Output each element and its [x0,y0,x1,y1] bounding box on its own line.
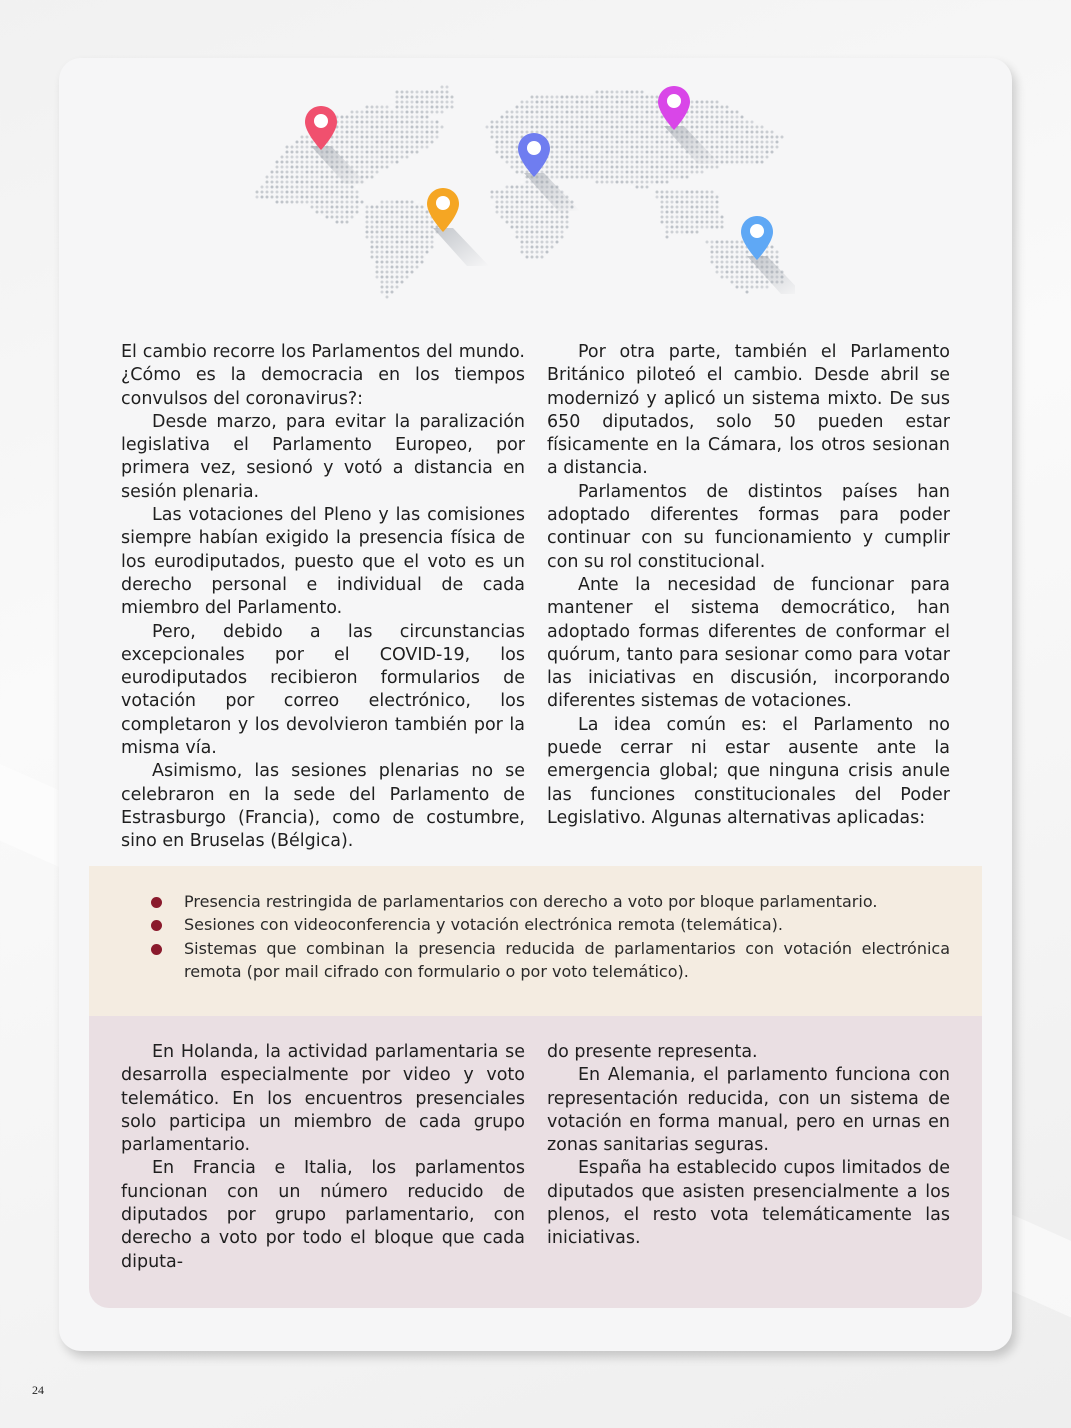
paragraph: En Holanda, la actividad parlamentaria se desarrolla especialmente por video y voto telemático. En los encuentros presenciales solo participa un miembro de cada grupo parlamentario. [121,1042,525,1156]
page-number: 24 [32,1383,44,1397]
countries-column-left [121,1041,525,1274]
bullet-icon [151,897,162,908]
paragraph: Asimismo, las sesiones plenarias no se celebraron en la sede del Parlamento de Estrasburgo (Francia), como de costumbre, sino en Bruselas (Bélgica). [121,761,525,852]
list-item-text: Sesiones con videoconferencia y votación electrónica remota (telemática). [184,915,783,935]
list-item-text: Presencia restringida de parlamentarios con derecho a voto por bloque parlamentario. [184,892,878,911]
alternatives-box [89,866,982,1016]
intro-column-left [121,341,525,854]
paragraph: El cambio recorre los Parlamentos del mundo. ¿Cómo es la democracia en los tiempos convulsos del coronavirus?: [121,342,525,409]
paragraph: Por otra parte, también el Parlamento Británico piloteó el cambio. Desde abril se modernizó y aplicó un sistema mixto. De sus 650 diputados, solo 50 pueden estar físicamente en la Cámara, los otros sesionan a distancia. [547,342,950,479]
paragraph: En Francia e Italia, los parlamentos funcionan con un número reducido de diputados por grupo parlamentario, con derecho a voto por todo el bloque que cada diputa- [121,1158,525,1272]
countries-column-right [547,1041,950,1251]
list-item-text: Sistemas que combinan la presencia reducida de parlamentarios con votación electrónica remota (por mail cifrado con formulario o por voto telemático). [184,938,950,981]
list-item [184,913,950,936]
paragraph: En Alemania, el parlamento funciona con representación reducida, con un sistema de votación en forma manual, pero en urnas en zonas sanitarias seguras. [547,1065,950,1156]
bullet-icon [151,920,162,931]
intro-column-right [547,341,950,830]
paragraph: do presente representa. [547,1042,758,1062]
alternatives-list [184,890,950,983]
world-map-icon [245,78,795,310]
paragraph: España ha establecido cupos limitados de diputados que asisten presencialmente a los plenos, el resto vota telemáticamente las iniciativas. [547,1158,950,1249]
paragraph: La idea común es: el Parlamento no puede cerrar ni estar ausente ante la emergencia global; que ninguna crisis anule las funciones constitucionales del Poder Legislativo. Algunas alternativas aplicadas: [547,714,950,828]
paragraph: Las votaciones del Pleno y las comisiones siempre habían exigido la presencia física de los eurodiputados, puesto que el voto es un derecho personal e individual de cada miembro del Parlamento. [121,505,525,619]
bullet-icon [151,944,162,955]
paragraph: Parlamentos de distintos países han adoptado diferentes formas para poder continuar con su funcionamiento y cumplir con su rol constitucional. [547,481,950,572]
paragraph: Ante la necesidad de funcionar para mantener el sistema democrático, han adoptado formas diferentes de conformar el quórum, tanto para sesionar como para votar las iniciativas en discusión, incorporando diferentes sistemas de votaciones. [547,574,950,712]
paragraph: Pero, debido a las circunstancias excepcionales por el COVID-19, los eurodiputados recibieron formularios de votación por correo electrónico, los completaron y los devolvieron también por la misma vía. [121,621,525,759]
list-item [184,937,950,984]
list-item [184,890,950,913]
paragraph: Desde marzo, para evitar la paralización legislativa el Parlamento Europeo, por primera vez, sesionó y votó a distancia en sesión plenaria. [121,411,525,502]
